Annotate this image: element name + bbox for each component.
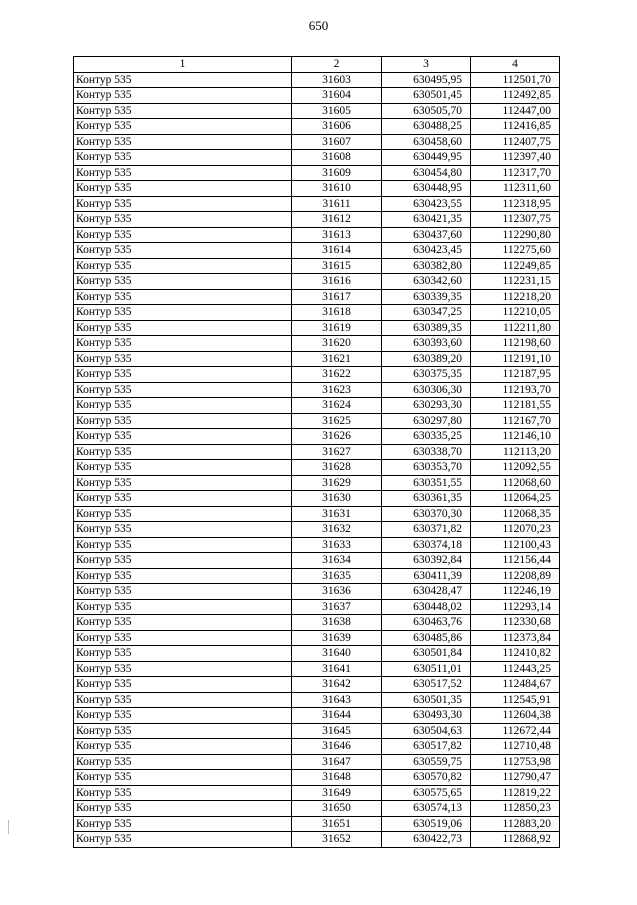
y-coordinate-cell: 112307,75 (471, 212, 560, 228)
y-coordinate-cell: 112068,60 (471, 475, 560, 491)
scan-artifact (8, 820, 9, 834)
table-row (74, 568, 560, 584)
table-row (74, 630, 560, 646)
contour-name-cell: Контур 535 (74, 475, 292, 491)
contour-name-cell: Контур 535 (74, 134, 292, 150)
y-coordinate-cell: 112113,20 (471, 444, 560, 460)
table-row (74, 398, 560, 414)
column-header-1: 1 (74, 57, 292, 73)
x-coordinate-cell: 630504,63 (382, 723, 471, 739)
table-row (74, 770, 560, 786)
point-number-cell: 31617 (292, 289, 382, 305)
point-number-cell: 31616 (292, 274, 382, 290)
x-coordinate-cell: 630374,18 (382, 537, 471, 553)
y-coordinate-cell: 112187,95 (471, 367, 560, 383)
x-coordinate-cell: 630463,76 (382, 615, 471, 631)
contour-name-cell: Контур 535 (74, 599, 292, 615)
table-row (74, 150, 560, 166)
table-row (74, 212, 560, 228)
point-number-cell: 31629 (292, 475, 382, 491)
y-coordinate-cell: 112604,38 (471, 708, 560, 724)
x-coordinate-cell: 630519,06 (382, 816, 471, 832)
y-coordinate-cell: 112181,55 (471, 398, 560, 414)
table-row (74, 289, 560, 305)
x-coordinate-cell: 630423,45 (382, 243, 471, 259)
contour-name-cell: Контур 535 (74, 661, 292, 677)
point-number-cell: 31632 (292, 522, 382, 538)
y-coordinate-cell: 112410,82 (471, 646, 560, 662)
x-coordinate-cell: 630449,95 (382, 150, 471, 166)
x-coordinate-cell: 630389,35 (382, 320, 471, 336)
table-row (74, 723, 560, 739)
x-coordinate-cell: 630382,80 (382, 258, 471, 274)
y-coordinate-cell: 112198,60 (471, 336, 560, 352)
x-coordinate-cell: 630339,35 (382, 289, 471, 305)
contour-name-cell: Контур 535 (74, 165, 292, 181)
contour-name-cell: Контур 535 (74, 832, 292, 848)
point-number-cell: 31610 (292, 181, 382, 197)
y-coordinate-cell: 112868,92 (471, 832, 560, 848)
point-number-cell: 31640 (292, 646, 382, 662)
y-coordinate-cell: 112231,15 (471, 274, 560, 290)
point-number-cell: 31652 (292, 832, 382, 848)
table-row (74, 537, 560, 553)
point-number-cell: 31615 (292, 258, 382, 274)
y-coordinate-cell: 112068,35 (471, 506, 560, 522)
x-coordinate-cell: 630306,30 (382, 382, 471, 398)
point-number-cell: 31627 (292, 444, 382, 460)
y-coordinate-cell: 112208,89 (471, 568, 560, 584)
contour-name-cell: Контур 535 (74, 429, 292, 445)
table-row (74, 165, 560, 181)
table-row (74, 491, 560, 507)
contour-name-cell: Контур 535 (74, 212, 292, 228)
y-coordinate-cell: 112753,98 (471, 754, 560, 770)
column-header-4: 4 (471, 57, 560, 73)
table-row (74, 522, 560, 538)
x-coordinate-cell: 630448,02 (382, 599, 471, 615)
point-number-cell: 31645 (292, 723, 382, 739)
y-coordinate-cell: 112218,20 (471, 289, 560, 305)
table-row (74, 429, 560, 445)
y-coordinate-cell: 112501,70 (471, 72, 560, 88)
point-number-cell: 31625 (292, 413, 382, 429)
x-coordinate-cell: 630437,60 (382, 227, 471, 243)
x-coordinate-cell: 630392,84 (382, 553, 471, 569)
x-coordinate-cell: 630505,70 (382, 103, 471, 119)
x-coordinate-cell: 630517,82 (382, 739, 471, 755)
y-coordinate-cell: 112850,23 (471, 801, 560, 817)
table-row (74, 227, 560, 243)
point-number-cell: 31612 (292, 212, 382, 228)
point-number-cell: 31634 (292, 553, 382, 569)
x-coordinate-cell: 630458,60 (382, 134, 471, 150)
contour-name-cell: Контур 535 (74, 367, 292, 383)
table-row (74, 444, 560, 460)
point-number-cell: 31624 (292, 398, 382, 414)
contour-name-cell: Контур 535 (74, 770, 292, 786)
x-coordinate-cell: 630411,39 (382, 568, 471, 584)
y-coordinate-cell: 112397,40 (471, 150, 560, 166)
point-number-cell: 31604 (292, 88, 382, 104)
point-number-cell: 31646 (292, 739, 382, 755)
y-coordinate-cell: 112290,80 (471, 227, 560, 243)
table-row (74, 413, 560, 429)
point-number-cell: 31630 (292, 491, 382, 507)
point-number-cell: 31650 (292, 801, 382, 817)
table-row (74, 475, 560, 491)
column-header-3: 3 (382, 57, 471, 73)
contour-name-cell: Контур 535 (74, 181, 292, 197)
table-row (74, 832, 560, 848)
contour-name-cell: Контур 535 (74, 692, 292, 708)
y-coordinate-cell: 112249,85 (471, 258, 560, 274)
point-number-cell: 31607 (292, 134, 382, 150)
x-coordinate-cell: 630423,55 (382, 196, 471, 212)
contour-name-cell: Контур 535 (74, 553, 292, 569)
table-row (74, 801, 560, 817)
point-number-cell: 31613 (292, 227, 382, 243)
point-number-cell: 31623 (292, 382, 382, 398)
table-row (74, 754, 560, 770)
contour-name-cell: Контур 535 (74, 103, 292, 119)
x-coordinate-cell: 630575,65 (382, 785, 471, 801)
table-row (74, 615, 560, 631)
contour-name-cell: Контур 535 (74, 646, 292, 662)
contour-name-cell: Контур 535 (74, 72, 292, 88)
table-row (74, 103, 560, 119)
contour-name-cell: Контур 535 (74, 289, 292, 305)
table-row (74, 351, 560, 367)
point-number-cell: 31651 (292, 816, 382, 832)
table-row (74, 196, 560, 212)
table-body (74, 72, 560, 847)
x-coordinate-cell: 630422,73 (382, 832, 471, 848)
contour-name-cell: Контур 535 (74, 630, 292, 646)
contour-name-cell: Контур 535 (74, 305, 292, 321)
point-number-cell: 31614 (292, 243, 382, 259)
y-coordinate-cell: 112447,00 (471, 103, 560, 119)
y-coordinate-cell: 112318,95 (471, 196, 560, 212)
y-coordinate-cell: 112330,68 (471, 615, 560, 631)
x-coordinate-cell: 630501,35 (382, 692, 471, 708)
contour-name-cell: Контур 535 (74, 460, 292, 476)
table-row (74, 646, 560, 662)
column-header-2: 2 (292, 57, 382, 73)
contour-name-cell: Контур 535 (74, 739, 292, 755)
contour-name-cell: Контур 535 (74, 568, 292, 584)
y-coordinate-cell: 112443,25 (471, 661, 560, 677)
point-number-cell: 31647 (292, 754, 382, 770)
x-coordinate-cell: 630493,30 (382, 708, 471, 724)
point-number-cell: 31636 (292, 584, 382, 600)
contour-name-cell: Контур 535 (74, 723, 292, 739)
y-coordinate-cell: 112210,05 (471, 305, 560, 321)
point-number-cell: 31648 (292, 770, 382, 786)
y-coordinate-cell: 112293,14 (471, 599, 560, 615)
contour-name-cell: Контур 535 (74, 816, 292, 832)
contour-name-cell: Контур 535 (74, 537, 292, 553)
contour-name-cell: Контур 535 (74, 119, 292, 135)
contour-name-cell: Контур 535 (74, 88, 292, 104)
table-row (74, 661, 560, 677)
x-coordinate-cell: 630338,70 (382, 444, 471, 460)
y-coordinate-cell: 112193,70 (471, 382, 560, 398)
x-coordinate-cell: 630353,70 (382, 460, 471, 476)
contour-name-cell: Контур 535 (74, 584, 292, 600)
contour-name-cell: Контур 535 (74, 398, 292, 414)
x-coordinate-cell: 630393,60 (382, 336, 471, 352)
y-coordinate-cell: 112311,60 (471, 181, 560, 197)
x-coordinate-cell: 630421,35 (382, 212, 471, 228)
x-coordinate-cell: 630371,82 (382, 522, 471, 538)
y-coordinate-cell: 112092,55 (471, 460, 560, 476)
y-coordinate-cell: 112211,80 (471, 320, 560, 336)
x-coordinate-cell: 630351,55 (382, 475, 471, 491)
point-number-cell: 31643 (292, 692, 382, 708)
x-coordinate-cell: 630488,25 (382, 119, 471, 135)
contour-name-cell: Контур 535 (74, 677, 292, 693)
point-number-cell: 31642 (292, 677, 382, 693)
y-coordinate-cell: 112064,25 (471, 491, 560, 507)
table-row (74, 336, 560, 352)
contour-name-cell: Контур 535 (74, 274, 292, 290)
x-coordinate-cell: 630389,20 (382, 351, 471, 367)
y-coordinate-cell: 112373,84 (471, 630, 560, 646)
table-row (74, 460, 560, 476)
coordinates-table-container (73, 56, 560, 848)
contour-name-cell: Контур 535 (74, 615, 292, 631)
y-coordinate-cell: 112710,48 (471, 739, 560, 755)
x-coordinate-cell: 630428,47 (382, 584, 471, 600)
point-number-cell: 31619 (292, 320, 382, 336)
table-row (74, 692, 560, 708)
table-row (74, 320, 560, 336)
x-coordinate-cell: 630347,25 (382, 305, 471, 321)
table-header-row (74, 57, 560, 73)
x-coordinate-cell: 630501,45 (382, 88, 471, 104)
point-number-cell: 31608 (292, 150, 382, 166)
x-coordinate-cell: 630361,35 (382, 491, 471, 507)
x-coordinate-cell: 630511,01 (382, 661, 471, 677)
table-row (74, 506, 560, 522)
table-row (74, 305, 560, 321)
table-row (74, 274, 560, 290)
y-coordinate-cell: 112790,47 (471, 770, 560, 786)
x-coordinate-cell: 630501,84 (382, 646, 471, 662)
point-number-cell: 31639 (292, 630, 382, 646)
contour-name-cell: Контур 535 (74, 382, 292, 398)
contour-name-cell: Контур 535 (74, 243, 292, 259)
x-coordinate-cell: 630335,25 (382, 429, 471, 445)
table-row (74, 258, 560, 274)
y-coordinate-cell: 112492,85 (471, 88, 560, 104)
contour-name-cell: Контур 535 (74, 522, 292, 538)
contour-name-cell: Контур 535 (74, 413, 292, 429)
x-coordinate-cell: 630485,86 (382, 630, 471, 646)
table-row (74, 553, 560, 569)
x-coordinate-cell: 630297,80 (382, 413, 471, 429)
contour-name-cell: Контур 535 (74, 444, 292, 460)
contour-name-cell: Контур 535 (74, 708, 292, 724)
point-number-cell: 31603 (292, 72, 382, 88)
table-row (74, 584, 560, 600)
point-number-cell: 31644 (292, 708, 382, 724)
table-row (74, 119, 560, 135)
point-number-cell: 31626 (292, 429, 382, 445)
x-coordinate-cell: 630375,35 (382, 367, 471, 383)
point-number-cell: 31649 (292, 785, 382, 801)
contour-name-cell: Контур 535 (74, 227, 292, 243)
table-row (74, 181, 560, 197)
y-coordinate-cell: 112167,70 (471, 413, 560, 429)
y-coordinate-cell: 112191,10 (471, 351, 560, 367)
y-coordinate-cell: 112883,20 (471, 816, 560, 832)
y-coordinate-cell: 112545,91 (471, 692, 560, 708)
contour-name-cell: Контур 535 (74, 491, 292, 507)
table-row (74, 785, 560, 801)
x-coordinate-cell: 630342,60 (382, 274, 471, 290)
point-number-cell: 31605 (292, 103, 382, 119)
point-number-cell: 31628 (292, 460, 382, 476)
table-row (74, 134, 560, 150)
x-coordinate-cell: 630454,80 (382, 165, 471, 181)
table-row (74, 708, 560, 724)
y-coordinate-cell: 112317,70 (471, 165, 560, 181)
contour-name-cell: Контур 535 (74, 506, 292, 522)
table-row (74, 739, 560, 755)
point-number-cell: 31638 (292, 615, 382, 631)
x-coordinate-cell: 630370,30 (382, 506, 471, 522)
x-coordinate-cell: 630559,75 (382, 754, 471, 770)
table-row (74, 599, 560, 615)
y-coordinate-cell: 112672,44 (471, 723, 560, 739)
table-row (74, 382, 560, 398)
table-row (74, 243, 560, 259)
contour-name-cell: Контур 535 (74, 754, 292, 770)
page-number: 650 (308, 18, 329, 33)
point-number-cell: 31637 (292, 599, 382, 615)
point-number-cell: 31609 (292, 165, 382, 181)
table-row (74, 677, 560, 693)
table-row (74, 72, 560, 88)
table-row (74, 88, 560, 104)
y-coordinate-cell: 112246,19 (471, 584, 560, 600)
point-number-cell: 31620 (292, 336, 382, 352)
y-coordinate-cell: 112407,75 (471, 134, 560, 150)
contour-name-cell: Контур 535 (74, 258, 292, 274)
x-coordinate-cell: 630574,13 (382, 801, 471, 817)
contour-name-cell: Контур 535 (74, 801, 292, 817)
point-number-cell: 31641 (292, 661, 382, 677)
y-coordinate-cell: 112819,22 (471, 785, 560, 801)
coordinates-table (73, 56, 560, 848)
x-coordinate-cell: 630495,95 (382, 72, 471, 88)
point-number-cell: 31631 (292, 506, 382, 522)
y-coordinate-cell: 112484,67 (471, 677, 560, 693)
point-number-cell: 31611 (292, 196, 382, 212)
point-number-cell: 31618 (292, 305, 382, 321)
x-coordinate-cell: 630570,82 (382, 770, 471, 786)
contour-name-cell: Контур 535 (74, 320, 292, 336)
y-coordinate-cell: 112275,60 (471, 243, 560, 259)
point-number-cell: 31621 (292, 351, 382, 367)
y-coordinate-cell: 112070,23 (471, 522, 560, 538)
y-coordinate-cell: 112416,85 (471, 119, 560, 135)
contour-name-cell: Контур 535 (74, 196, 292, 212)
x-coordinate-cell: 630448,95 (382, 181, 471, 197)
contour-name-cell: Контур 535 (74, 150, 292, 166)
y-coordinate-cell: 112100,43 (471, 537, 560, 553)
point-number-cell: 31622 (292, 367, 382, 383)
contour-name-cell: Контур 535 (74, 785, 292, 801)
contour-name-cell: Контур 535 (74, 351, 292, 367)
contour-name-cell: Контур 535 (74, 336, 292, 352)
y-coordinate-cell: 112146,10 (471, 429, 560, 445)
point-number-cell: 31635 (292, 568, 382, 584)
x-coordinate-cell: 630517,52 (382, 677, 471, 693)
x-coordinate-cell: 630293,30 (382, 398, 471, 414)
point-number-cell: 31633 (292, 537, 382, 553)
point-number-cell: 31606 (292, 119, 382, 135)
table-row (74, 367, 560, 383)
table-row (74, 816, 560, 832)
y-coordinate-cell: 112156,44 (471, 553, 560, 569)
